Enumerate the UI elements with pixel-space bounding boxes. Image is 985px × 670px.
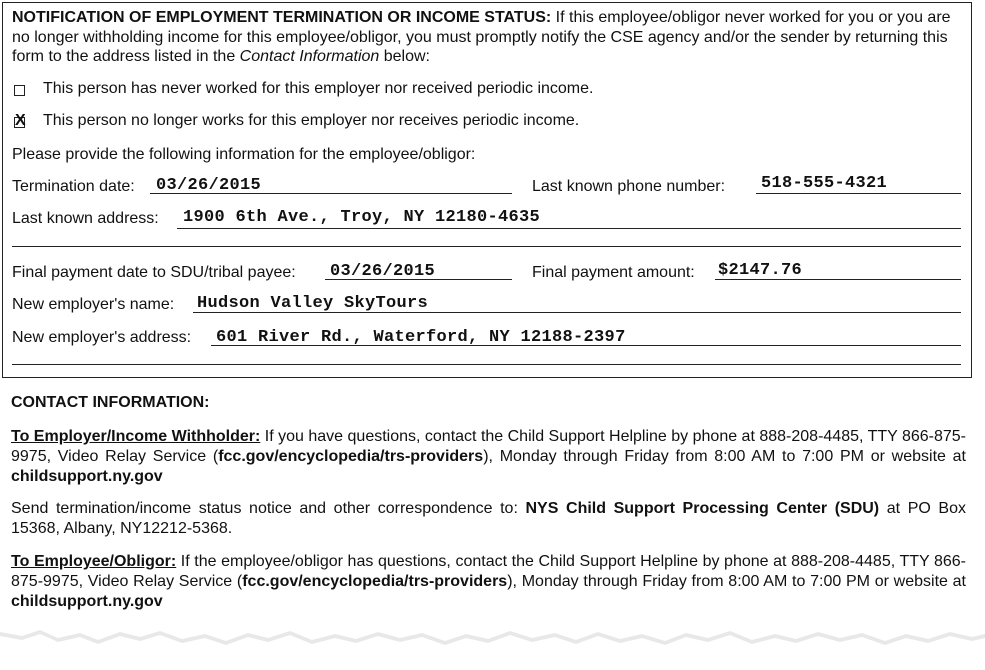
no-longer-works-label: This person no longer works for this employer nor receives periodic income.: [43, 112, 580, 129]
notification-section: [2, 2, 972, 378]
final-payment-amount-value[interactable]: $2147.76: [718, 261, 803, 280]
employer-text-2: ), Monday through Friday from 8:00 AM to 7:00 PM or website at: [483, 448, 966, 465]
new-employer-name-label: New employer's name:: [12, 296, 175, 313]
final-payment-date-label: Final payment date to SDU/tribal payee:: [12, 264, 296, 281]
employer-lead: To Employer/Income Withholder:: [11, 428, 261, 445]
employer-trs-link[interactable]: fcc.gov/encyclopedia/trs-providers: [218, 448, 484, 465]
torn-edge-decoration: [0, 618, 985, 670]
employee-contact-paragraph: [11, 552, 966, 612]
provide-info-text: Please provide the following information for the employee/obligor:: [12, 146, 476, 163]
notification-heading: NOTIFICATION OF EMPLOYMENT TERMINATION OR INCOME STATUS:: [12, 9, 552, 26]
phone-value[interactable]: 518-555-4321: [761, 174, 888, 193]
intro-text-1: If this employee/obligor never worked for you or you are no longer withholding income for this employee/obligor, you must promptly notify the CSE agency and/or the sender by returning this form to the address listed in the: [12, 9, 951, 65]
contact-heading: CONTACT INFORMATION:: [11, 394, 210, 411]
never-worked-checkbox[interactable]: [14, 85, 25, 96]
sdu-name: NYS Child Support Processing Center (SDU): [525, 500, 880, 517]
termination-date-label: Termination date:: [12, 178, 135, 195]
phone-label: Last known phone number:: [532, 178, 726, 195]
never-worked-label: This person has never worked for this employer nor received periodic income.: [43, 80, 594, 97]
employer-text-1: If you have questions, contact the Child Support Helpline by phone at 888-208-4485, TTY 866-875-9975, Video Relay Service (: [11, 428, 967, 465]
employee-text-2: ), Monday through Friday from 8:00 AM to 7:00 PM or website at: [507, 573, 966, 590]
termination-date-value[interactable]: 03/26/2015: [156, 176, 262, 195]
final-payment-date-value[interactable]: 03/26/2015: [330, 262, 436, 281]
new-employer-address-label: New employer's address:: [12, 329, 192, 346]
address-value[interactable]: 1900 6th Ave., Troy, NY 12180-4635: [183, 208, 541, 227]
employee-lead: To Employee/Obligor:: [11, 553, 177, 570]
intro-contact-ref: Contact Information: [239, 48, 380, 65]
send-text-2: at PO Box 15368, Albany, NY12212-5368.: [11, 500, 966, 537]
notification-intro: [12, 8, 967, 67]
send-text-1: Send termination/income status notice and other correspondence to:: [11, 500, 526, 517]
address-line-1: [177, 228, 961, 229]
employee-trs-link[interactable]: fcc.gov/encyclopedia/trs-providers: [242, 573, 508, 590]
address-label: Last known address:: [12, 210, 159, 227]
send-correspondence-paragraph: [11, 499, 966, 539]
new-employer-address-value[interactable]: 601 River Rd., Waterford, NY 12188-2397: [216, 328, 626, 347]
employer-website-link[interactable]: childsupport.ny.gov: [11, 468, 163, 485]
address-line-2: [12, 246, 961, 247]
new-employer-name-value[interactable]: Hudson Valley SkyTours: [197, 294, 429, 313]
intro-text-2: below:: [379, 48, 430, 65]
new-employer-address-line-2: [12, 364, 961, 365]
checkbox-x-mark: X: [15, 112, 26, 129]
employee-website-link[interactable]: childsupport.ny.gov: [11, 593, 163, 610]
final-payment-amount-label: Final payment amount:: [532, 264, 695, 281]
employee-text-1: If the employee/obligor has questions, contact the Child Support Helpline by phone at 888-208-4485, TTY 866-875-9975, Video Relay Service (: [11, 553, 967, 590]
employer-contact-paragraph: [11, 427, 966, 487]
